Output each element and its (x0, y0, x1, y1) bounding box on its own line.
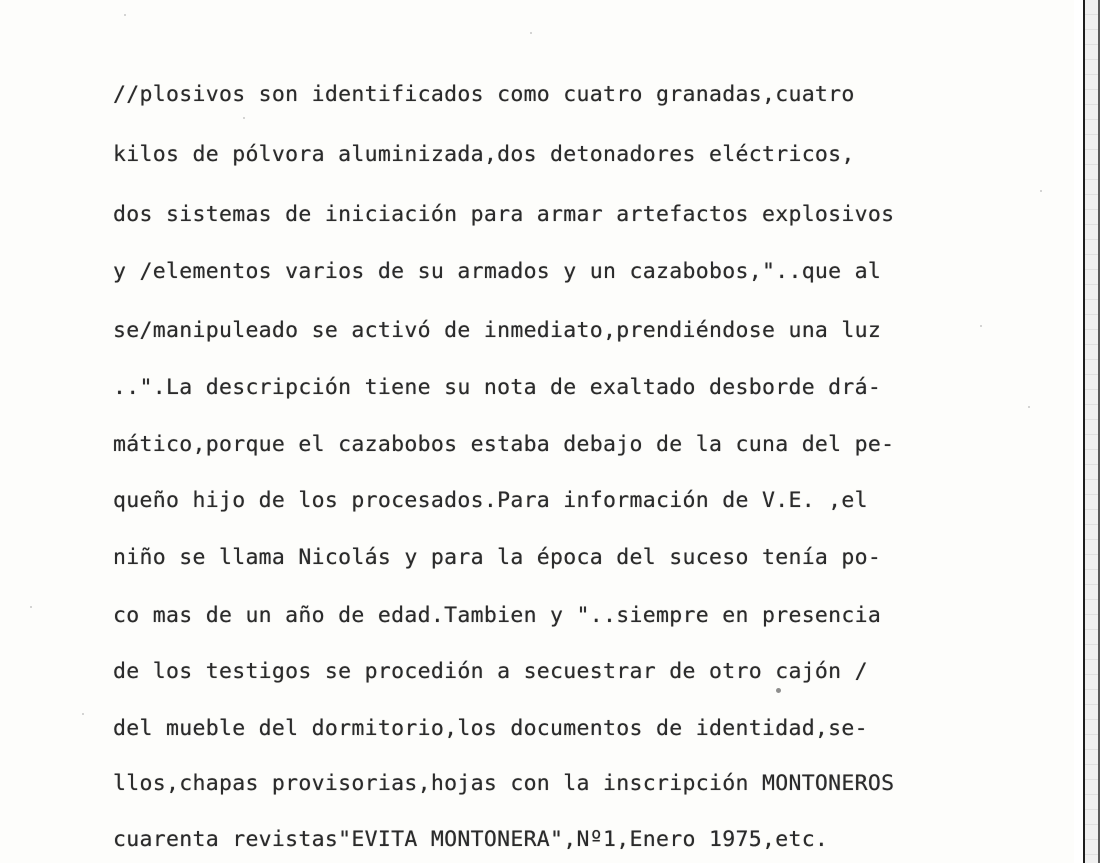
page-edge-border (1074, 0, 1100, 863)
text-line: llos,chapas provisorias,hojas con la inscripción MONTONEROS (113, 771, 895, 796)
scan-speck (530, 32, 532, 34)
scan-speck (980, 325, 982, 327)
text-line: dos sistemas de iniciación para armar artefactos explosivos (113, 202, 895, 227)
text-line: mático,porque el cazabobos estaba debajo de la cuna del pe- (113, 432, 895, 457)
text-line: cuarenta revistas"EVITA MONTONERA",Nº1,Enero 1975,etc. (113, 827, 829, 852)
text-line: co mas de un año de edad.Tambien y "..siempre en presencia (113, 603, 882, 628)
text-line: //plosivos son identificados como cuatro granadas,cuatro (113, 82, 855, 107)
text-line: y /elementos varios de su armados y un cazabobos,"..que al (113, 259, 882, 284)
page-edge-shadow (1085, 0, 1098, 863)
text-line: niño se llama Nicolás y para la época del suceso tenía po- (113, 545, 882, 570)
text-line: se/manipuleado se activó de inmediato,prendiéndose una luz (113, 318, 882, 343)
scan-speck (82, 713, 84, 715)
scan-speck (243, 117, 245, 119)
scan-speck (776, 688, 781, 693)
text-line: kilos de pólvora aluminizada,dos detonadores eléctricos, (113, 142, 855, 167)
scan-speck (124, 14, 126, 16)
scan-speck (1028, 406, 1030, 408)
scan-speck (30, 606, 32, 608)
text-line: de los testigos se procedión a secuestrar de otro cajón / (113, 659, 868, 684)
text-line: del mueble del dormitorio,los documentos de identidad,se- (113, 716, 868, 741)
scan-speck (1040, 190, 1042, 192)
text-line: queño hijo de los procesados.Para información de V.E. ,el (113, 488, 868, 513)
text-line: ..".La descripción tiene su nota de exaltado desborde drá- (113, 375, 882, 400)
